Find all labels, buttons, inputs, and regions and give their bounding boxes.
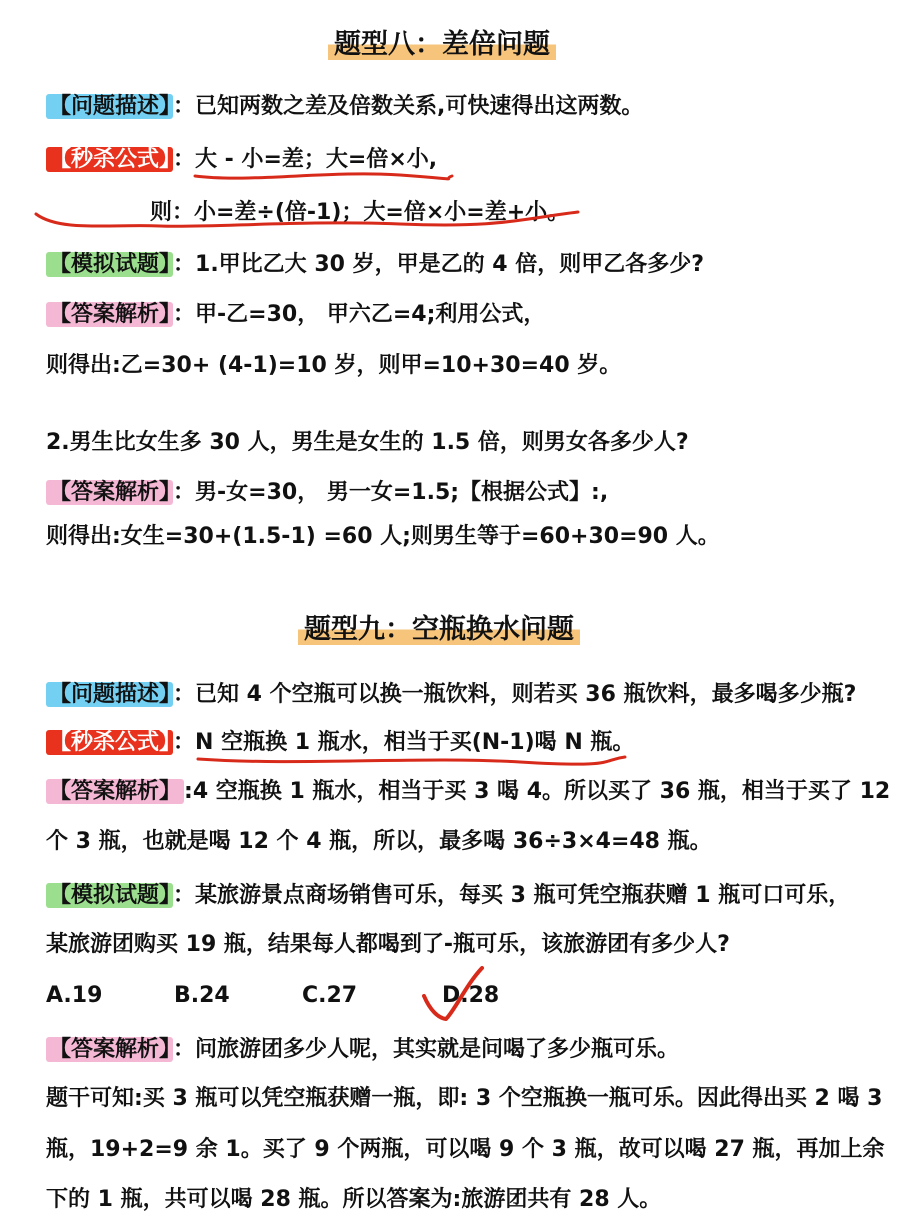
section8-formula [46, 145, 437, 175]
description-text: ：已知 4 个空瓶可以换一瓶饮料，则若买 36 瓶饮料，最多喝多少瓶? [173, 682, 857, 707]
section9-answer1-line2: 个 3 瓶，也就是喝 12 个 4 瓶，所以，最多喝 36÷3×4=48 瓶。 [46, 829, 712, 854]
option-b: B.24 [174, 983, 230, 1008]
formula-text: ：N 空瓶换 1 瓶水，相当于买(N-1)喝 N 瓶。 [173, 730, 635, 755]
option-a: A.19 [46, 983, 103, 1008]
answer-analysis-tag: 【答案解析】 [46, 480, 173, 505]
section8-title: 题型八：差倍问题 [328, 27, 556, 63]
answer-options [46, 981, 499, 1011]
answer-analysis-tag: 【答案解析】 [46, 779, 184, 804]
answer-text: ：甲-乙=30， 甲六乙=4;利用公式， [173, 302, 546, 327]
section9-answer1 [46, 777, 890, 807]
section8-exam [46, 250, 704, 280]
section8-description [46, 92, 643, 122]
problem-description-tag: 【问题描述】 [46, 682, 173, 707]
section9-exam [46, 881, 850, 911]
answer-text: ：男-女=30， 男一女=1.5;【根据公式】:, [173, 480, 609, 505]
section9-description [46, 680, 856, 710]
section9-formula [46, 728, 634, 758]
answer-text: ：问旅游团多少人呢，其实就是问喝了多少瓶可乐。 [173, 1037, 680, 1062]
section9-answer2 [46, 1035, 679, 1065]
exam-question: ：1.甲比乙大 30 岁，甲是乙的 4 倍，则甲乙各多少? [173, 252, 705, 277]
answer-text: :4 空瓶换 1 瓶水，相当于买 3 喝 4。所以买了 36 瓶，相当于买了 12 [184, 779, 891, 804]
answer-analysis-tag: 【答案解析】 [46, 1037, 173, 1062]
mock-exam-tag: 【模拟试题】 [46, 252, 173, 277]
answer-analysis-tag: 【答案解析】 [46, 302, 173, 327]
section9-exam-line2: 某旅游团购买 19 瓶，结果每人都喝到了-瓶可乐，该旅游团有多少人? [46, 932, 730, 957]
section9-title: 题型九：空瓶换水问题 [298, 612, 580, 648]
section8-question2: 2.男生比女生多 30 人，男生是女生的 1.5 倍，则男女各多少人? [46, 430, 689, 455]
section8-answer2-line2: 则得出:女生=30+(1.5-1) =60 人;则男生等于=60+30=90 人。 [46, 524, 720, 549]
section9-answer2-line4: 下的 1 瓶，共可以喝 28 瓶。所以答案为:旅游团共有 28 人。 [46, 1187, 662, 1212]
section8-answer1 [46, 300, 545, 330]
formula-text: ：大 - 小=差；大=倍×小, [173, 147, 438, 172]
section8-answer1-line2: 则得出:乙=30+ (4-1)=10 岁，则甲=10+30=40 岁。 [46, 353, 622, 378]
formula-tag: 【秒杀公式】 [46, 730, 173, 755]
section9-answer2-line3: 瓶，19+2=9 余 1。买了 9 个两瓶，可以喝 9 个 3 瓶，故可以喝 27 瓶，再加上余 [46, 1137, 885, 1162]
mock-exam-tag: 【模拟试题】 [46, 883, 173, 908]
option-d: D.28 [442, 983, 500, 1008]
formula-underline-3 [198, 757, 625, 764]
section8-formula-line2: 则：小=差÷(倍-1)；大=倍×小=差+小。 [150, 200, 570, 225]
option-c: C.27 [302, 983, 358, 1008]
section8-answer2 [46, 478, 608, 508]
problem-description-tag: 【问题描述】 [46, 94, 173, 119]
description-text: ：已知两数之差及倍数关系,可快速得出这两数。 [173, 94, 644, 119]
section9-answer2-line2: 题干可知:买 3 瓶可以凭空瓶获赠一瓶，即: 3 个空瓶换一瓶可乐。因此得出买 2 喝 3 [46, 1086, 883, 1111]
formula-tag: 【秒杀公式】 [46, 147, 173, 172]
exam-question: ：某旅游景点商场销售可乐，每买 3 瓶可凭空瓶获赠 1 瓶可口可乐， [173, 883, 851, 908]
